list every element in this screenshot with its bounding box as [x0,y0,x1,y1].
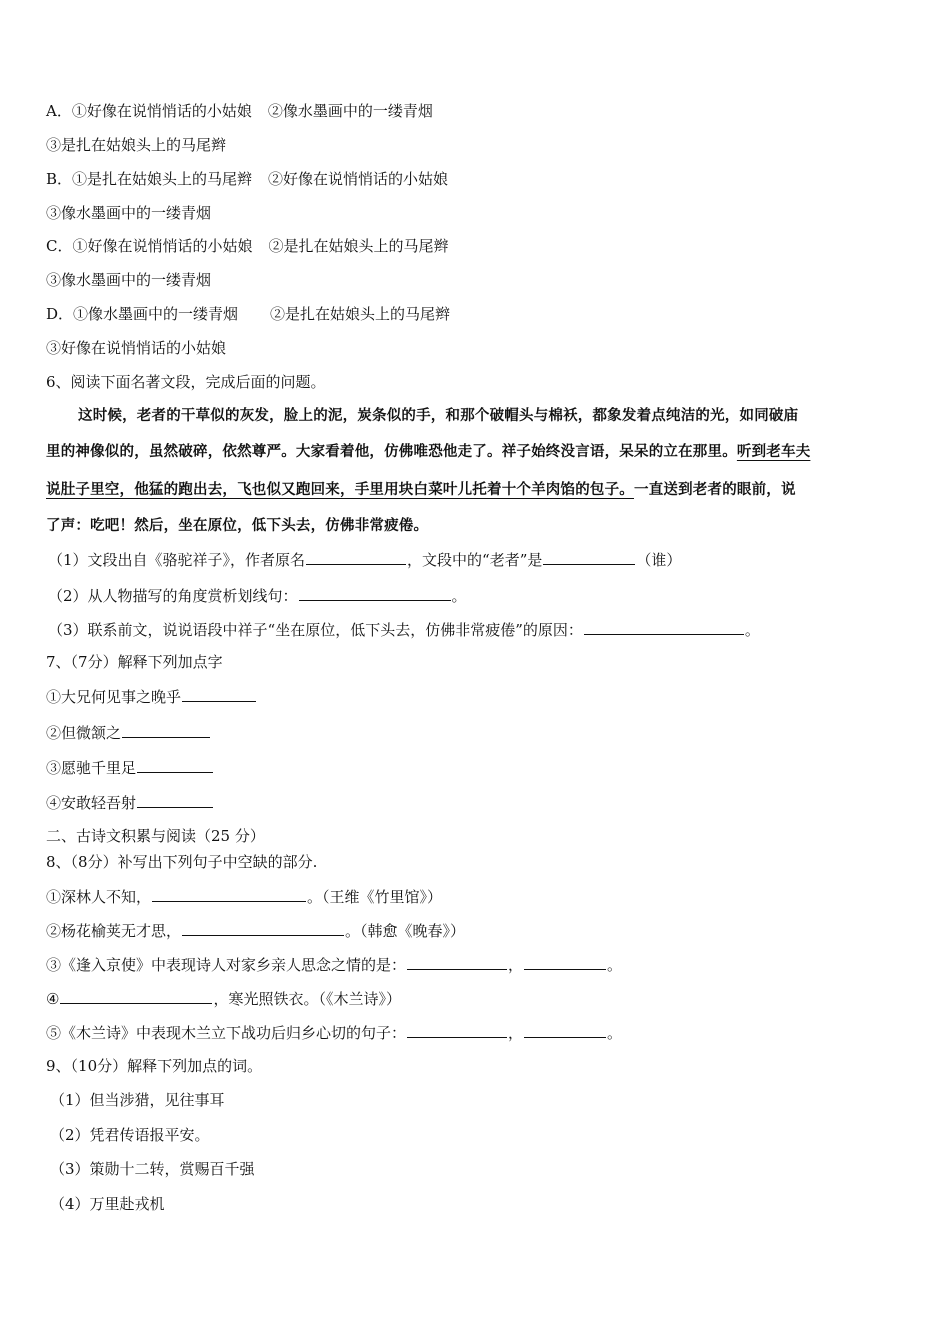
answer-blank-q8-3b[interactable] [524,953,606,970]
q6-passage-line2 [46,441,810,463]
option-b-item3: ③像水墨画中的一缕青烟 [46,204,212,222]
q7-item1 [46,685,257,708]
option-a-item1: A．①好像在说悄悄话的小姑娘 [46,102,252,120]
q8-line5 [46,1021,622,1044]
q8-line1 [46,885,442,908]
q9-item3: （3）策勋十二转，赏赐百千强 [50,1160,255,1178]
q9-item4: （4）万里赴戎机 [50,1195,165,1213]
q6-passage-text: 里的神像似的，虽然破碎，依然尊严。大家看着他，仿佛唯恐他走了。祥子始终没言语，呆呆的立在那里。 [46,443,737,460]
q7-item4 [46,791,214,814]
answer-blank-old-man[interactable] [543,548,635,565]
answer-blank-q7-2[interactable] [122,721,210,738]
q7-item3 [46,756,214,779]
q8-line4-text-a: ④ [46,990,60,1008]
option-c-item1: C．①好像在说悄悄话的小姑娘 [46,237,253,255]
option-d-item1: D．①像水墨画中的一缕青烟 [46,305,239,323]
option-b-item2: ②好像在说悄悄话的小姑娘 [268,170,449,188]
q8-line3-text-a: ③《逢入京使》中表现诗人对家乡亲人思念之情的是： [46,956,407,974]
option-c-item2: ②是扎在姑娘头上的马尾辫 [268,237,449,255]
q8-line2 [46,919,465,942]
q8-line5-text-c: 。 [607,1024,623,1042]
q6-sub3-text-b: 。 [744,621,760,639]
q8-line3 [46,953,622,976]
q6-passage-line1: 这时候，老者的干草似的灰发，脸上的泥，炭条似的手，和那个破帽头与棉袄，都象发着点纯洁的光，如同破庙 [78,407,799,424]
q8-line1-text-a: ①深林人不知， [46,888,152,906]
q8-title: 8、（8分）补写出下列句子中空缺的部分. [46,853,318,871]
q6-sub1-text-a: （1）文段出自《骆驼祥子》，作者原名 [48,551,306,569]
option-b-line1 [46,168,448,190]
answer-blank-q7-4[interactable] [137,791,213,808]
section-2-heading: 二、古诗文积累与阅读（25 分） [46,827,265,845]
q8-line3-text-b: ， [508,956,524,974]
q9-item1: （1）但当涉猎，见往事耳 [50,1091,225,1109]
q6-sub1-text-c: （谁） [636,551,682,569]
q8-line2-text-b: 。（韩愈《晚春》） [345,922,466,940]
answer-blank-q8-3a[interactable] [407,953,507,970]
q6-sub2-text-b: 。 [451,587,467,605]
q6-passage-text-b: 一直送到老者的眼前，说 [634,481,796,498]
q8-line1-text-b: 。（王维《竹里馆》） [307,888,443,906]
answer-blank-q8-1[interactable] [152,885,306,902]
q8-line4-text-b: ，寒光照铁衣。（《木兰诗》） [213,990,401,1008]
q7-item2 [46,721,211,744]
q7-item2-text: ②但微颔之 [46,724,122,742]
answer-blank-appreciation[interactable] [299,584,451,601]
option-a-item3: ③是扎在姑娘头上的马尾辫 [46,136,227,154]
q6-sub3 [48,618,760,641]
answer-blank-q7-3[interactable] [137,756,213,773]
option-c-item3: ③像水墨画中的一缕青烟 [46,271,212,289]
q7-item4-text: ④安敢轻吾射 [46,794,137,812]
option-d-item2: ②是扎在姑娘头上的马尾辫 [270,305,451,323]
answer-blank-q8-2[interactable] [182,919,344,936]
option-b-item1: B．①是扎在姑娘头上的马尾辫 [46,170,253,188]
option-c-line1 [46,235,449,257]
option-a-item2: ②像水墨画中的一缕青烟 [267,102,433,120]
q8-line5-text-b: ， [508,1024,524,1042]
answer-blank-author[interactable] [306,548,406,565]
q9-item2: （2）凭君传语报平安。 [50,1126,210,1144]
q6-sub2 [48,584,467,607]
q6-sub1 [48,548,681,571]
q7-title: 7、（7分）解释下列加点字 [46,653,223,671]
q6-underlined-sentence-start: 听到老车夫 [736,443,811,460]
answer-blank-q7-1[interactable] [182,685,256,702]
answer-blank-reason[interactable] [584,618,744,635]
option-a-line1 [46,100,433,122]
option-d-item3: ③好像在说悄悄话的小姑娘 [46,339,227,357]
q6-sub2-text-a: （2）从人物描写的角度赏析划线句： [48,587,298,605]
q6-sub1-text-b: ，文段中的“老者”是 [407,551,543,569]
q8-line2-text-a: ②杨花榆荚无才思， [46,922,182,940]
option-d-line1 [46,303,450,325]
q6-passage-line3 [46,479,796,501]
q6-sub3-text-a: （3）联系前文，说说语段中祥子“坐在原位，低下头去，仿佛非常疲倦”的原因： [48,621,583,639]
q6-passage-line4: 了声：吃吧！然后，坐在原位，低下头去，仿佛非常疲倦。 [46,517,429,534]
q6-title: 6、阅读下面名著文段，完成后面的问题。 [46,373,326,391]
q9-title: 9、（10分）解释下列加点的词。 [46,1057,263,1075]
q8-line5-text-a: ⑤《木兰诗》中表现木兰立下战功后归乡心切的句子： [46,1024,407,1042]
q8-line3-text-c: 。 [607,956,623,974]
q7-item3-text: ③愿驰千里足 [46,759,137,777]
answer-blank-q8-5a[interactable] [407,1021,507,1038]
q8-line4 [46,987,401,1010]
q7-item1-text: ①大兄何见事之晚乎 [46,688,182,706]
q6-underlined-sentence-end: 说肚子里空，他猛的跑出去，飞也似又跑回来，手里用块白菜叶儿托着十个羊肉馅的包子。 [46,481,634,498]
answer-blank-q8-5b[interactable] [524,1021,606,1038]
answer-blank-q8-4[interactable] [60,987,212,1004]
